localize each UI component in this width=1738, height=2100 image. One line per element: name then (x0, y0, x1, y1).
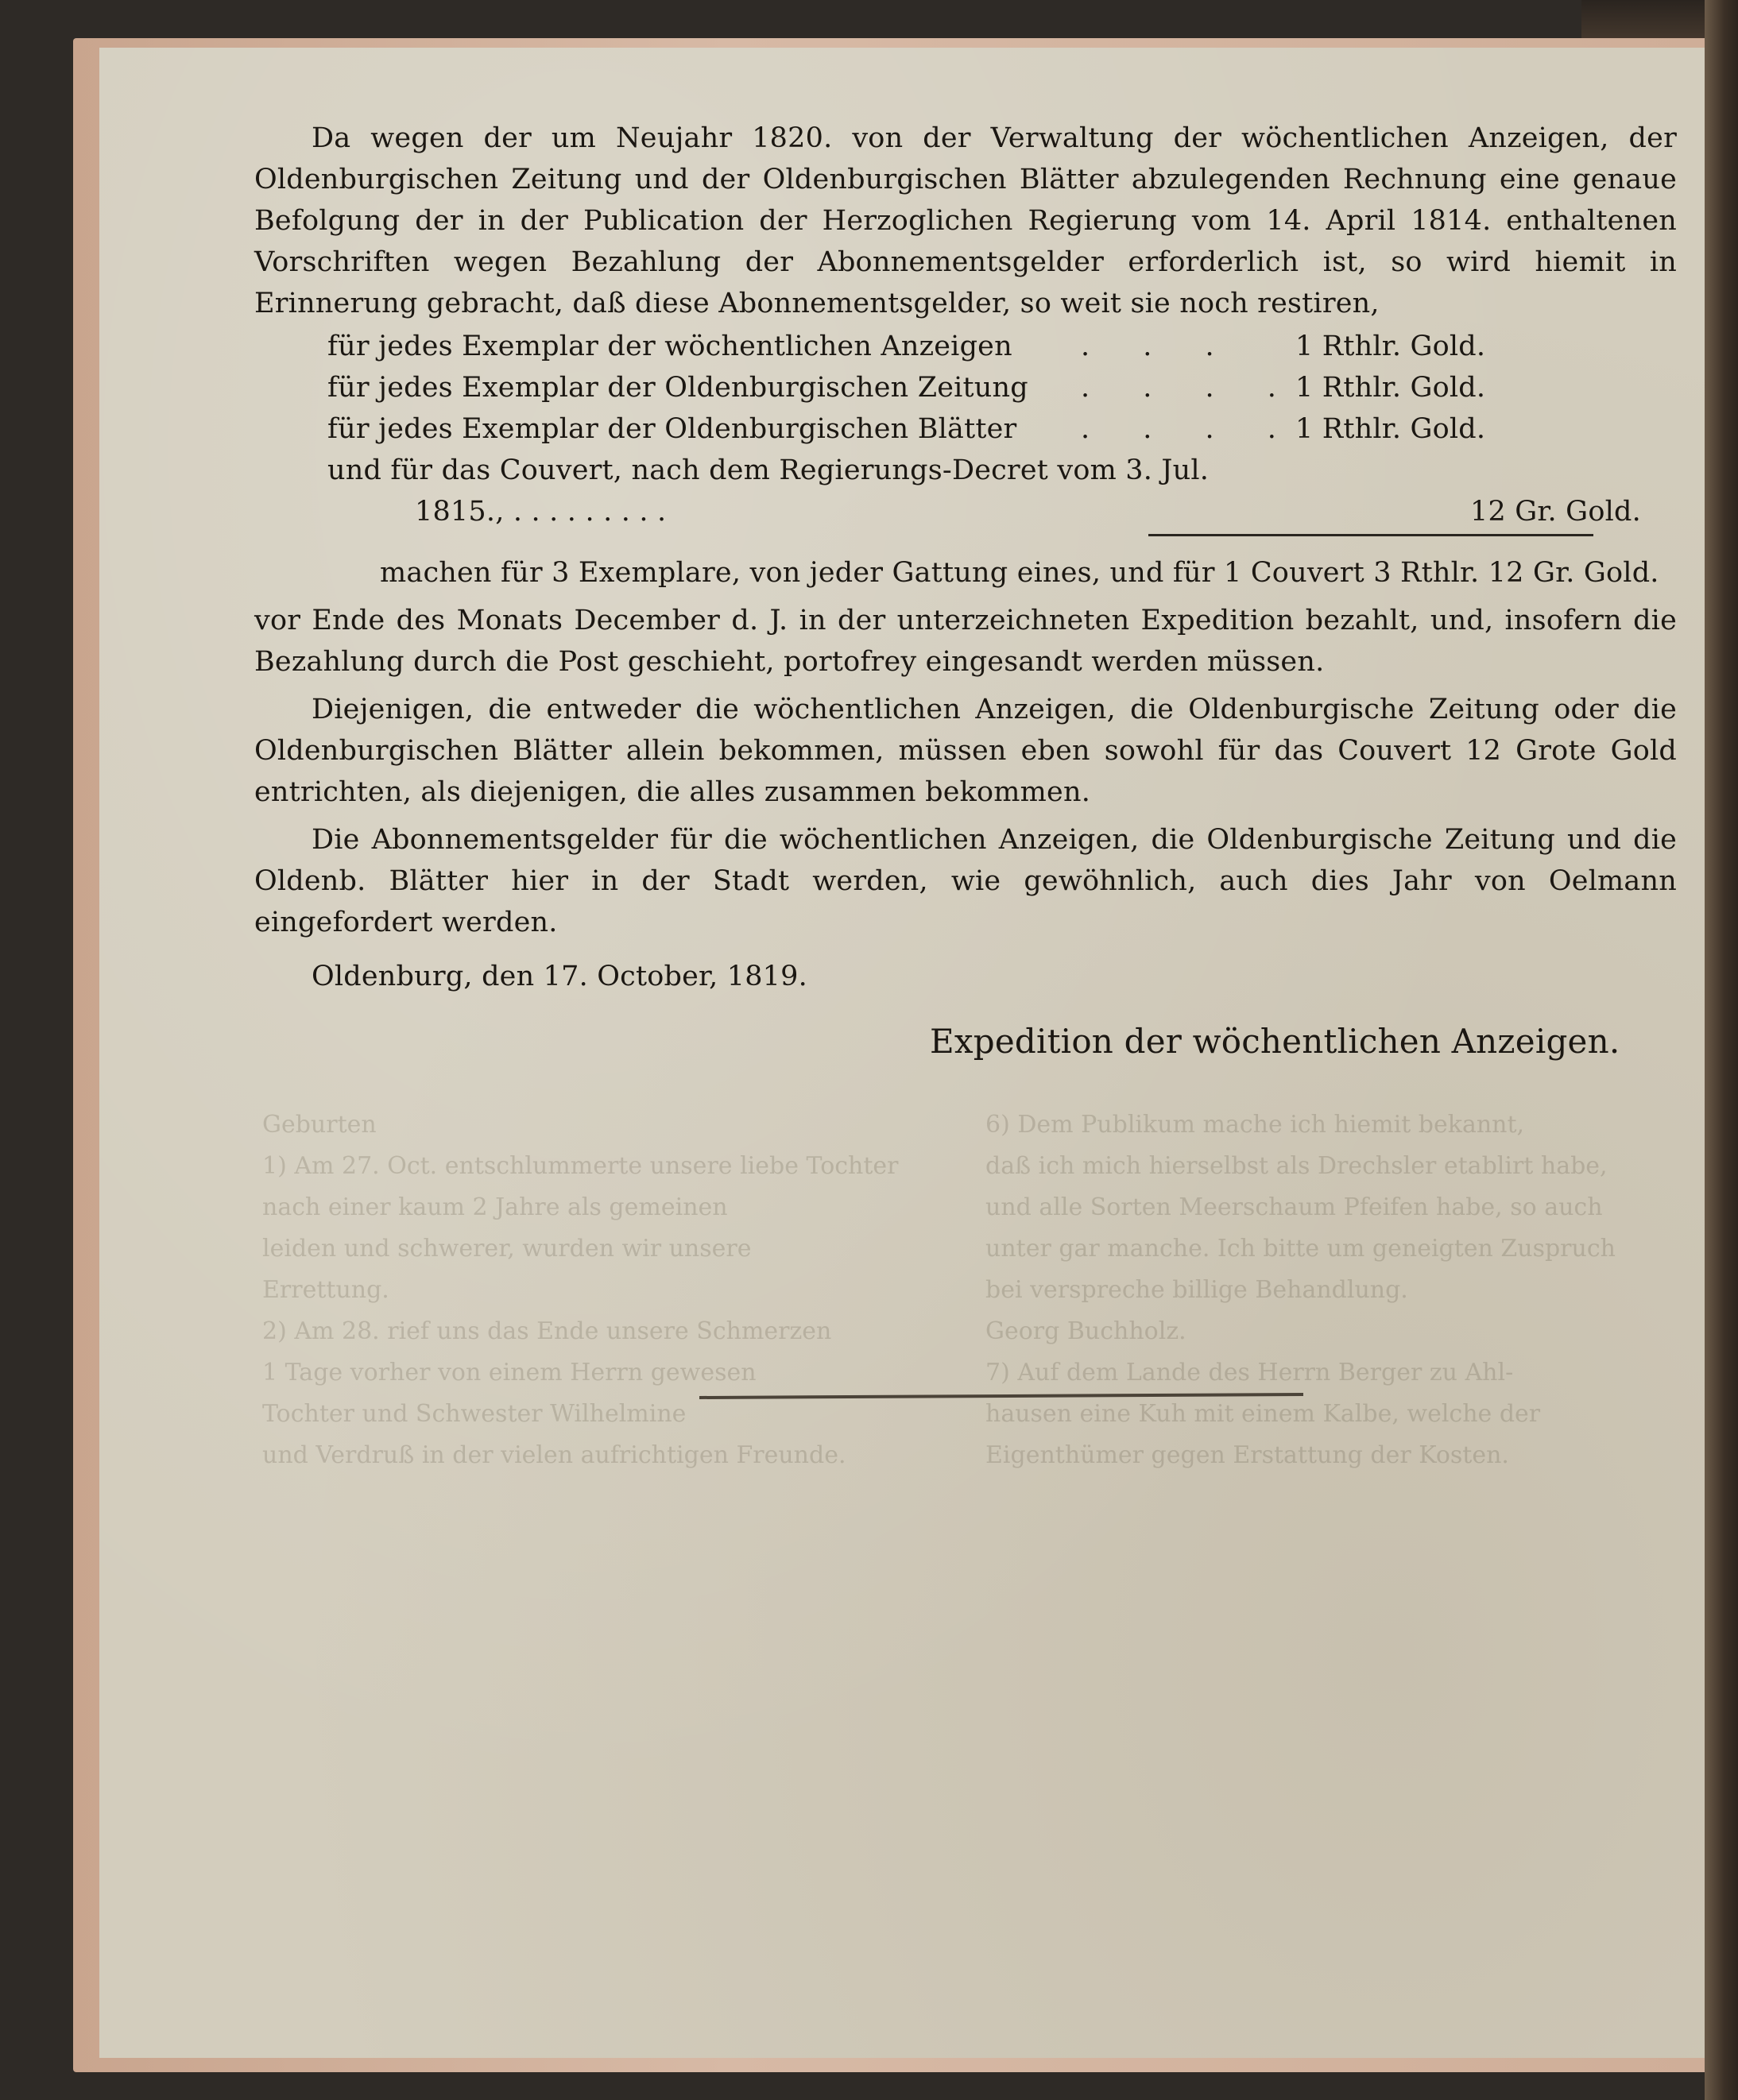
fee-row-couvert (254, 450, 1677, 491)
book-spine (1705, 0, 1738, 2100)
fee-row-couvert-date (254, 491, 1677, 532)
fee-row-zeitung (254, 367, 1677, 408)
fee-label: für jedes Exemplar der Oldenburgischen Zeitung (327, 372, 1028, 404)
fee-row-anzeigen (254, 326, 1677, 367)
payment-paragraph: vor Ende des Monats December d. J. in der unterzeichneten Expedition bezahlt, und, insofern die Bezahlung durch die Post geschieht, portofrey eingesandt werden müssen. (254, 605, 1677, 678)
fee-amount: 1 Rthlr. Gold. (1295, 413, 1486, 445)
fee-leader-dots: . . . . (1081, 372, 1299, 404)
fee-amount: 1 Rthlr. Gold. (1295, 372, 1486, 404)
sum-rule (1148, 534, 1593, 536)
fee-label: und für das Couvert, nach dem Regierungs-Decret vom 3. Jul. (327, 454, 1210, 486)
place-date: Oldenburg, den 17. October, 1819. (312, 961, 807, 992)
fee-list (254, 326, 1677, 532)
collection-paragraph: Die Abonnementsgelder für die wöchentlichen Anzeigen, die Oldenburgische Zeitung und die Oldenb. Blätter hier in der Stadt werden, wie gewöhnlich, auch dies Jahr von Oelmann eingefordert werden. (254, 824, 1677, 938)
fee-label: für jedes Exemplar der wöchentlichen Anzeigen (327, 331, 1012, 362)
notice-text (254, 118, 1677, 1064)
total-line: machen für 3 Exemplare, von jeder Gattung eines, und für 1 Couvert 3 Rthlr. 12 Gr. Gold. (380, 557, 1659, 589)
bleed-through-right-column: 6) Dem Publikum mache ich hiemit bekannt, daß ich mich hierselbst als Drechsler etablirt habe, und alle Sorten Meerschaum Pfeifen habe, so auch unter gar manche. Ich bitte um geneigten Zuspruch bei verspreche billige Behandlung. Georg Buchholz. 7) Auf dem Lande des Herrn Berger zu Ahl- hausen eine Kuh mit einem Kalbe, welche der Eigenthümer gegen Erstattung der Kosten. (985, 1111, 1616, 1469)
fee-amount: 1 Rthlr. Gold. (1295, 331, 1486, 362)
sender-signature: Expedition der wöchentlichen Anzeigen. (930, 1022, 1620, 1061)
fee-label: für jedes Exemplar der Oldenburgischen Blätter (327, 413, 1017, 445)
fee-amount: 12 Gr. Gold. (1470, 496, 1641, 528)
intro-paragraph: Da wegen der um Neujahr 1820. von der Verwaltung der wöchentlichen Anzeigen, der Oldenburgischen Zeitung und der Oldenburgischen Blätter abzulegenden Rechnung eine genaue Befolgung der in der Publication der Herzoglichen Regierung vom 14. April 1814. enthaltenen Vorschriften wegen Bezahlung der Abonnementsgelder erforderlich ist, so wird hiemit in Erinnerung gebracht, daß diese Abonnementsgelder, so weit sie noch restiren, (254, 122, 1677, 319)
fee-label: 1815., . . . . . . . . . (415, 496, 667, 528)
fee-row-blaetter (254, 408, 1677, 450)
fee-leader-dots: . . . (1081, 331, 1237, 362)
fee-leader-dots: . . . . (1081, 413, 1299, 445)
bleed-through-left-column: Geburten 1) Am 27. Oct. entschlummerte unsere liebe Tochter nach einer kaum 2 Jahre als gemeinen leiden und schwerer, wurden wir unsere Errettung. 2) Am 28. rief uns das Ende unsere Schmerzen 1 Tage vorher von einem Herrn gewesen Tochter und Schwester Wilhelmine und Verdruß in der vielen aufrichtigen Freunde. (262, 1111, 899, 1469)
couvert-paragraph: Diejenigen, die entweder die wöchentlichen Anzeigen, die Oldenburgische Zeitung oder die Oldenburgischen Blätter allein bekommen, müssen eben sowohl für das Couvert 12 Grote Gold entrichten, als diejenigen, die alles zusammen bekommen. (254, 694, 1677, 808)
